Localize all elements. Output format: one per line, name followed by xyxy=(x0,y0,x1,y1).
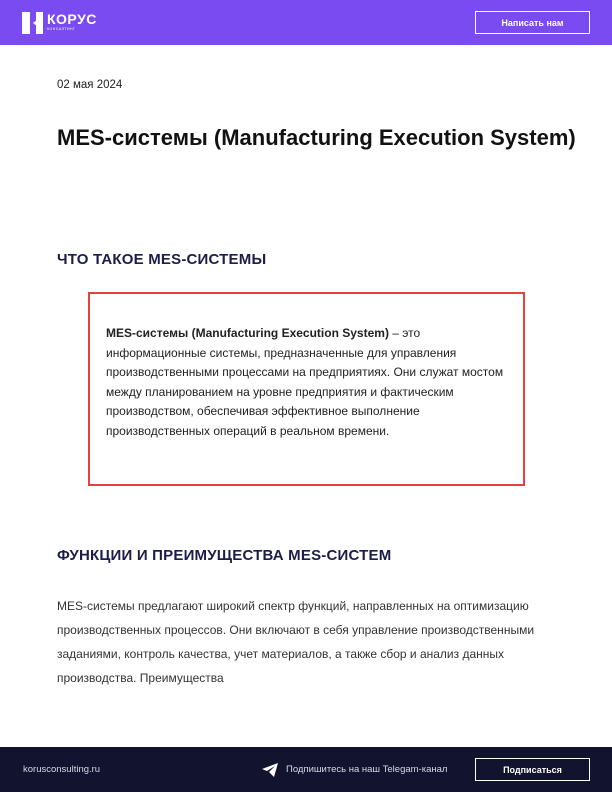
site-link[interactable]: korusconsulting.ru xyxy=(23,764,101,775)
logo-name: КОРУС xyxy=(47,11,97,27)
contact-us-button[interactable]: Написать нам xyxy=(475,11,590,34)
definition-term: MES-системы (Manufacturing Execution System) xyxy=(106,326,389,340)
telegram-icon xyxy=(262,763,278,777)
page-title: MES-системы (Manufacturing Execution System) xyxy=(57,125,576,150)
logo-subtitle: КОНСАЛТИНГ xyxy=(47,27,76,31)
korus-logo[interactable] xyxy=(22,12,97,34)
publish-date: 02 мая 2024 xyxy=(57,79,123,91)
section-heading-what-is: ЧТО ТАКОЕ MES-СИСТЕМЫ xyxy=(57,251,267,268)
definition-text: – это информационные системы, предназначенные для управления производственными процессами на предприятиях. Они служат мостом между планированием на уровне предприятия и фактическим производством, обеспечивая эффективное выполнение производственных операций в реальном времени. xyxy=(106,326,504,438)
section-heading-functions: ФУНКЦИИ И ПРЕИМУЩЕСТВА MES-СИСТЕМ xyxy=(57,547,392,564)
subscribe-button[interactable]: Подписаться xyxy=(475,758,590,781)
definition-box xyxy=(88,292,525,486)
logo-mark-icon xyxy=(22,12,43,34)
telegram-cta[interactable]: Подпишитесь на наш Telegam-канал xyxy=(286,764,448,775)
header xyxy=(0,0,612,45)
section-paragraph: MES-системы предлагают широкий спектр функций, направленных на оптимизацию производственных процессов. Они включают в себя управление производственными заданиями, контроль качества, учет материалов, а также сбор и анализ данных производства. Преимущества xyxy=(57,599,535,685)
footer xyxy=(0,747,612,792)
